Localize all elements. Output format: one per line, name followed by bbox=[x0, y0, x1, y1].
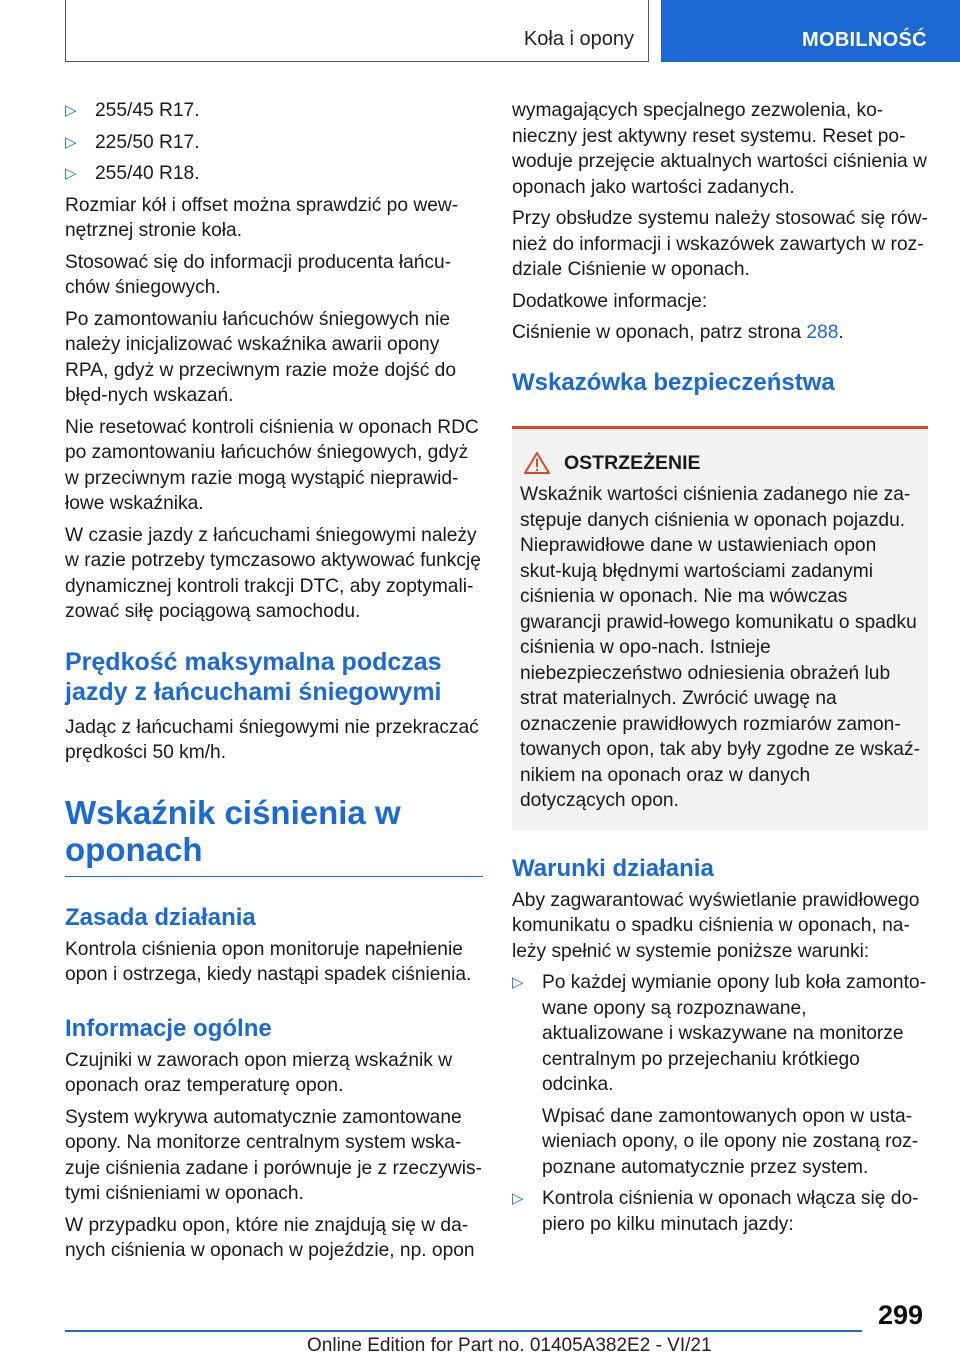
paragraph: wymagających specjalnego zezwolenia, ko‐nieczny jest aktywny reset systemu. Reset po‐woduje przejęcie aktualnych wartości ciśnienia w oponach jako wartości zadanych. bbox=[512, 100, 927, 198]
warning-triangle-icon bbox=[524, 452, 550, 474]
warning-title: OSTRZEŻENIE bbox=[564, 451, 701, 474]
triangle-bullet-icon: ▷ bbox=[65, 133, 77, 151]
section-heading-general: Informacje ogólne bbox=[65, 1014, 272, 1042]
list-item: ▷ Kontrola ciśnienia w oponach włącza się do‐piero po kilku minutach jazdy: bbox=[512, 1188, 919, 1235]
triangle-bullet-icon: ▷ bbox=[512, 1190, 524, 1207]
header-section-title: Koła i opony bbox=[523, 28, 634, 50]
section-heading-conditions: Warunki działania bbox=[512, 854, 714, 882]
paragraph: Jadąc z łańcuchami śniegowymi nie przekraczać prędkości 50 km/h. bbox=[65, 716, 479, 763]
list-item: ▷ 225/50 R17. bbox=[65, 130, 483, 156]
page-number: 299 bbox=[878, 1300, 924, 1330]
list-item: ▷ 255/45 R17. bbox=[65, 98, 483, 124]
triangle-bullet-icon: ▷ bbox=[512, 974, 524, 991]
paragraph: Ciśnienie w oponach, patrz strona 288. bbox=[512, 322, 844, 343]
paragraph: Dodatkowe informacje: bbox=[512, 290, 708, 312]
warning-title-row bbox=[520, 451, 920, 477]
warning-box bbox=[512, 426, 928, 830]
left-column bbox=[65, 98, 483, 1270]
section-heading-principle: Zasada działania bbox=[65, 903, 256, 931]
right-column bbox=[512, 98, 928, 1243]
paragraph: Stosować się do informacji producenta łańcu‐chów śniegowych. bbox=[65, 251, 452, 298]
list-item: ▷ Po każdej wymianie opony lub koła zamonto‐wane opony są rozpoznawane, aktualizowane i wskazywane na monitorze centralnym po przejechaniu krótkiego odcinka. bbox=[512, 972, 926, 1095]
header-section-box bbox=[65, 0, 649, 62]
paragraph: Po zamontowaniu łańcuchów śniegowych nie należy inicjalizować wskaźnika awarii opony RPA, gdyż w przeciwnym razie może dojść do błęd‐nych wskazań. bbox=[65, 308, 456, 406]
warning-text: Wskaźnik wartości ciśnienia zadanego nie za‐stępuje danych ciśnienia w oponach pojazdu. Nieprawidłowe dane w ustawieniach opon skut‐kują błędnymi wartościami zadanymi ciśnienia w oponach. Nie ma wówczas gwarancji prawid‐łowego komunikatu o spadku ciśnienia w opo‐nach. Istnieje niebezpieczeństwo odniesienia obrażeń lub strat materialnych. Zwrócić uwagę na oznaczenie prawidłowych rozmiarów zamon‐towanych opon, tak aby były zgodne ze wskaź‐nikiem na oponach oraz w danych dotyczących opon. bbox=[520, 484, 920, 811]
paragraph: System wykrywa automatycznie zamontowane opony. Na monitorze centralnym system wska‐zuje ciśnienia zadane i porównuje je z rzeczywis‐tymi ciśnieniami w oponach. bbox=[65, 1106, 482, 1204]
paragraph: Rozmiar kół i offset można sprawdzić po wew‐nętrznej stronie koła. bbox=[65, 194, 459, 241]
header-chapter-title: MOBILNOŚĆ bbox=[802, 29, 927, 51]
page-reference-link[interactable]: 288 bbox=[806, 322, 839, 343]
footer-divider bbox=[65, 1330, 862, 1332]
footer-edition: Online Edition for Part no. 01405A382E2 - VI/21 bbox=[307, 1335, 712, 1356]
header-chapter-tab bbox=[661, 0, 960, 62]
section-heading-speed: Prędkość maksymalna podczas jazdy z łańcuchami śniegowymi bbox=[65, 647, 442, 706]
chapter-heading: Wskaźnik ciśnienia w oponach bbox=[65, 794, 483, 877]
paragraph: Aby zagwarantować wyświetlanie prawidłowego komunikatu o spadku ciśnienia w oponach, na‐leży spełnić w systemie poniższe warunki: bbox=[512, 889, 920, 962]
triangle-bullet-icon: ▷ bbox=[65, 165, 77, 182]
paragraph: Czujniki w zaworach opon mierzą wskaźnik w oponach oraz temperaturę opon. bbox=[65, 1049, 453, 1096]
list-item: ▷ 255/40 R18. bbox=[65, 161, 483, 187]
triangle-bullet-icon: ▷ bbox=[65, 102, 77, 119]
paragraph: Kontrola ciśnienia opon monitoruje napełnienie opon i ostrzega, kiedy nastąpi spadek ciśnienia. bbox=[65, 938, 472, 985]
section-heading-safety: Wskazówka bezpieczeństwa bbox=[512, 368, 835, 396]
paragraph: Nie resetować kontroli ciśnienia w oponach RDC po zamontowaniu łańcuchów śniegowych, gdyż w przeciwnym razie mogą wystąpić nieprawid‐łowe wskaźnika. bbox=[65, 416, 479, 514]
paragraph: W przypadku opon, które nie znajdują się w da‐nych ciśnienia w oponach w pojeździe, np. opon bbox=[65, 1214, 475, 1261]
paragraph: Przy obsłudze systemu należy stosować się rów‐nież do informacji i wskazówek zawartych w roz‐dziale Ciśnienie w oponach. bbox=[512, 208, 928, 280]
paragraph: W czasie jazdy z łańcuchami śniegowymi należy w razie potrzeby tymczasowo aktywować funkcję dynamicznej kontroli trakcji DTC, aby zoptymali‐zować siłę pociągową samochodu. bbox=[65, 524, 481, 622]
list-item-subparagraph: Wpisać dane zamontowanych opon w usta‐wieniach opony, o ile opony nie zostaną roz‐poznane automatycznie przez system. bbox=[542, 1105, 919, 1178]
